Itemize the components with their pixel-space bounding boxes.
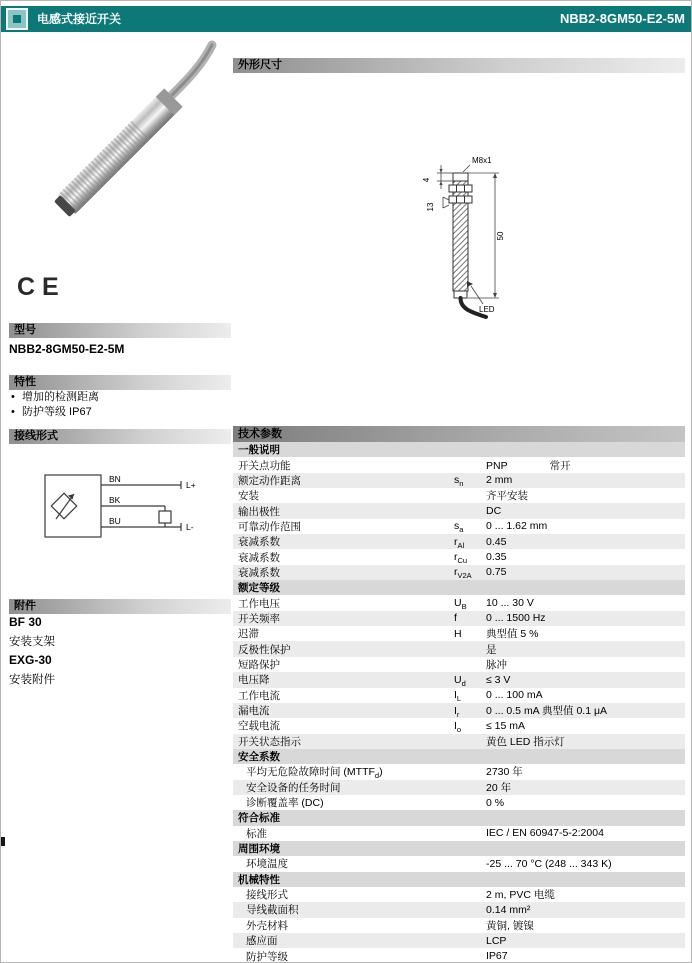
table-row — [233, 611, 685, 626]
table-row — [233, 473, 685, 488]
param-label: 可靠动作范围 — [238, 520, 301, 533]
accessory-desc: 安装附件 — [9, 674, 55, 686]
table-row — [233, 856, 685, 871]
param-label: 防护等级 — [246, 950, 288, 963]
param-value: -25 ... 70 °C (248 ... 343 K) — [486, 857, 612, 870]
param-value: ≤ 3 V — [486, 673, 511, 686]
param-symbol: $s_a$ — [454, 520, 464, 535]
param-value: 0 % — [486, 796, 505, 809]
section-bar-model: 型号 — [9, 323, 231, 338]
dim-label-led: LED — [479, 305, 495, 314]
param-label: 导线截面积 — [246, 904, 299, 917]
dim-label-13: 13 — [426, 202, 435, 212]
param-label: 额定动作距离 — [238, 474, 301, 487]
param-label: 安装 — [238, 490, 259, 503]
param-symbol: H — [454, 627, 462, 640]
param-label: 外壳材料 — [246, 919, 288, 932]
brand-logo-icon — [6, 8, 28, 30]
param-value: 典型值 5 % — [486, 628, 539, 641]
param-value: LCP — [486, 934, 507, 947]
param-label: 衰减系数 — [238, 551, 280, 564]
wire-label-bu: BU — [109, 516, 121, 526]
param-symbol: $U_d$ — [454, 673, 466, 688]
section-header-row: 周围环境 — [233, 841, 685, 856]
table-row — [233, 780, 685, 795]
param-value: PNP 常开 — [486, 459, 571, 472]
param-label: 接线形式 — [246, 889, 288, 902]
param-value: IP67 — [486, 950, 508, 963]
sensor-outline — [449, 173, 472, 298]
table-row — [233, 887, 685, 902]
param-value: 0.45 — [486, 535, 507, 548]
dimension-drawing — [399, 151, 539, 326]
param-value: 20 年 — [486, 781, 512, 794]
table-row — [233, 933, 685, 948]
param-label: 衰减系数 — [238, 566, 280, 579]
param-value: 0 ... 0.5 mA 典型值 0.1 μA — [486, 705, 608, 718]
product-photo — [9, 37, 224, 265]
feature-text: • 增加的检测距离 — [22, 391, 99, 403]
param-label: 安全设备的任务时间 — [246, 781, 341, 794]
wire-label-bk: BK — [109, 495, 121, 505]
sensor-cable — [170, 45, 212, 97]
param-value: 0 ... 1500 Hz — [486, 612, 546, 625]
accessory-desc: 安装支架 — [9, 636, 55, 648]
param-value: 2 m, PVC 电缆 — [486, 889, 555, 902]
param-label: 反极性保护 — [238, 643, 291, 656]
sensor-body — [53, 88, 183, 218]
param-label: 平均无危险故障时间 $(MTTF_d)$ — [246, 766, 383, 780]
table-row — [233, 918, 685, 933]
table-row — [233, 948, 685, 963]
wire-label-bn: BN — [109, 474, 121, 484]
param-label: 漏电流 — [238, 705, 270, 718]
table-row — [233, 688, 685, 703]
param-label: 空载电流 — [238, 720, 280, 733]
ce-mark: CE — [17, 273, 66, 301]
param-symbol: $r_{Cu}$ — [454, 551, 468, 565]
terminal-label-lminus: L- — [186, 522, 194, 532]
section-bar-tech: 技术参数 — [233, 426, 685, 442]
param-symbol: $s_n$ — [454, 474, 464, 489]
brand-logo-inner — [13, 15, 21, 23]
param-label: 短路保护 — [238, 658, 280, 671]
param-label: 工作电压 — [238, 597, 280, 610]
param-value: 黄铜, 镀镍 — [486, 919, 534, 932]
dim-label-thread: M8x1 — [472, 156, 492, 165]
accessory-name: BF 30 — [9, 615, 42, 629]
wiring-diagram — [33, 459, 223, 559]
table-row — [233, 703, 685, 718]
dim-label-4: 4 — [422, 177, 431, 183]
table-row — [233, 657, 685, 672]
feature-text: • 防护等级 IP67 — [22, 406, 92, 418]
accessory-name: EXG-30 — [9, 653, 52, 667]
product-category-title: 电感式接近开关 — [37, 12, 122, 26]
param-symbol: $U_B$ — [454, 597, 467, 611]
model-number-header: NBB2-8GM50-E2-5M — [560, 11, 685, 26]
table-row — [233, 795, 685, 810]
section-header-row: 机械特性 — [233, 872, 685, 887]
param-value-2: 常开 — [549, 459, 571, 472]
edge-mark — [1, 837, 5, 846]
feature-item — [9, 390, 231, 405]
param-symbol: $I_r$ — [454, 704, 460, 719]
param-label: 衰减系数 — [238, 536, 280, 549]
param-label: 诊断覆盖率 (DC) — [246, 797, 324, 810]
param-value: DC — [486, 505, 502, 518]
dim-label-50: 50 — [496, 231, 505, 241]
tech-table — [233, 442, 685, 963]
param-label: 开关点功能 — [238, 459, 291, 472]
param-symbol: $I_L$ — [454, 689, 462, 703]
param-symbol: $I_o$ — [454, 719, 462, 734]
param-value: 齐平安装 — [486, 490, 528, 503]
table-row — [233, 549, 685, 564]
section-bar-accessories: 附件 — [9, 599, 231, 614]
param-symbol: $r_{V2A}$ — [454, 566, 472, 581]
param-label: 工作电流 — [238, 689, 280, 702]
table-row — [233, 626, 685, 641]
param-label: 感应面 — [246, 935, 278, 948]
header-bar — [1, 6, 692, 32]
param-value: ≤ 15 mA — [486, 719, 526, 732]
param-label: 迟滞 — [238, 628, 259, 641]
table-row — [233, 826, 685, 841]
table-row — [233, 534, 685, 549]
table-row — [233, 734, 685, 749]
section-header-row: 额定等级 — [233, 580, 685, 595]
param-value: 0 ... 100 mA — [486, 689, 543, 702]
param-value: 2 mm — [486, 474, 513, 487]
param-symbol: f — [454, 612, 457, 625]
param-value: 是 — [486, 643, 497, 656]
table-row — [233, 902, 685, 917]
table-row — [233, 764, 685, 779]
led-marker — [467, 281, 473, 287]
param-label: 环境温度 — [246, 858, 288, 871]
table-row — [233, 457, 685, 472]
section-bar-features: 特性 — [9, 375, 231, 390]
param-label: 输出极性 — [238, 505, 280, 518]
section-bar-connection: 接线形式 — [9, 429, 231, 444]
table-row — [233, 488, 685, 503]
param-label: 开关频率 — [238, 612, 280, 625]
table-row — [233, 503, 685, 518]
param-value: 0.75 — [486, 566, 507, 579]
table-row — [233, 718, 685, 733]
wiring-lines — [45, 475, 181, 537]
table-row — [233, 672, 685, 687]
param-value: 2730 年 — [486, 766, 523, 779]
table-row — [233, 641, 685, 656]
model-number-value: NBB2-8GM50-E2-5M — [9, 342, 125, 356]
param-value: IEC / EN 60947-5-2:2004 — [486, 827, 604, 840]
param-value: 0.14 mm² — [486, 903, 531, 916]
param-label: 电压降 — [238, 674, 270, 687]
param-value: 黄色 LED 指示灯 — [486, 735, 565, 748]
param-value: 0.35 — [486, 551, 507, 564]
param-label: 开关状态指示 — [238, 735, 301, 748]
param-value: 脉冲 — [486, 658, 507, 671]
param-value: 10 ... 30 V — [486, 597, 534, 610]
terminal-label-lplus: L+ — [186, 480, 196, 490]
section-header-row: 符合标准 — [233, 810, 685, 825]
table-row — [233, 565, 685, 580]
param-value: 0 ... 1.62 mm — [486, 520, 548, 533]
param-symbol: $r_{Al}$ — [454, 535, 465, 550]
feature-item — [9, 405, 231, 420]
section-bar-dimensions: 外形尺寸 — [233, 58, 685, 73]
section-header-row: 安全系数 — [233, 749, 685, 764]
features-list — [9, 390, 231, 420]
section-header-row: 一般说明 — [233, 442, 685, 457]
table-row — [233, 519, 685, 534]
param-label: 标准 — [246, 827, 267, 840]
table-row — [233, 595, 685, 610]
